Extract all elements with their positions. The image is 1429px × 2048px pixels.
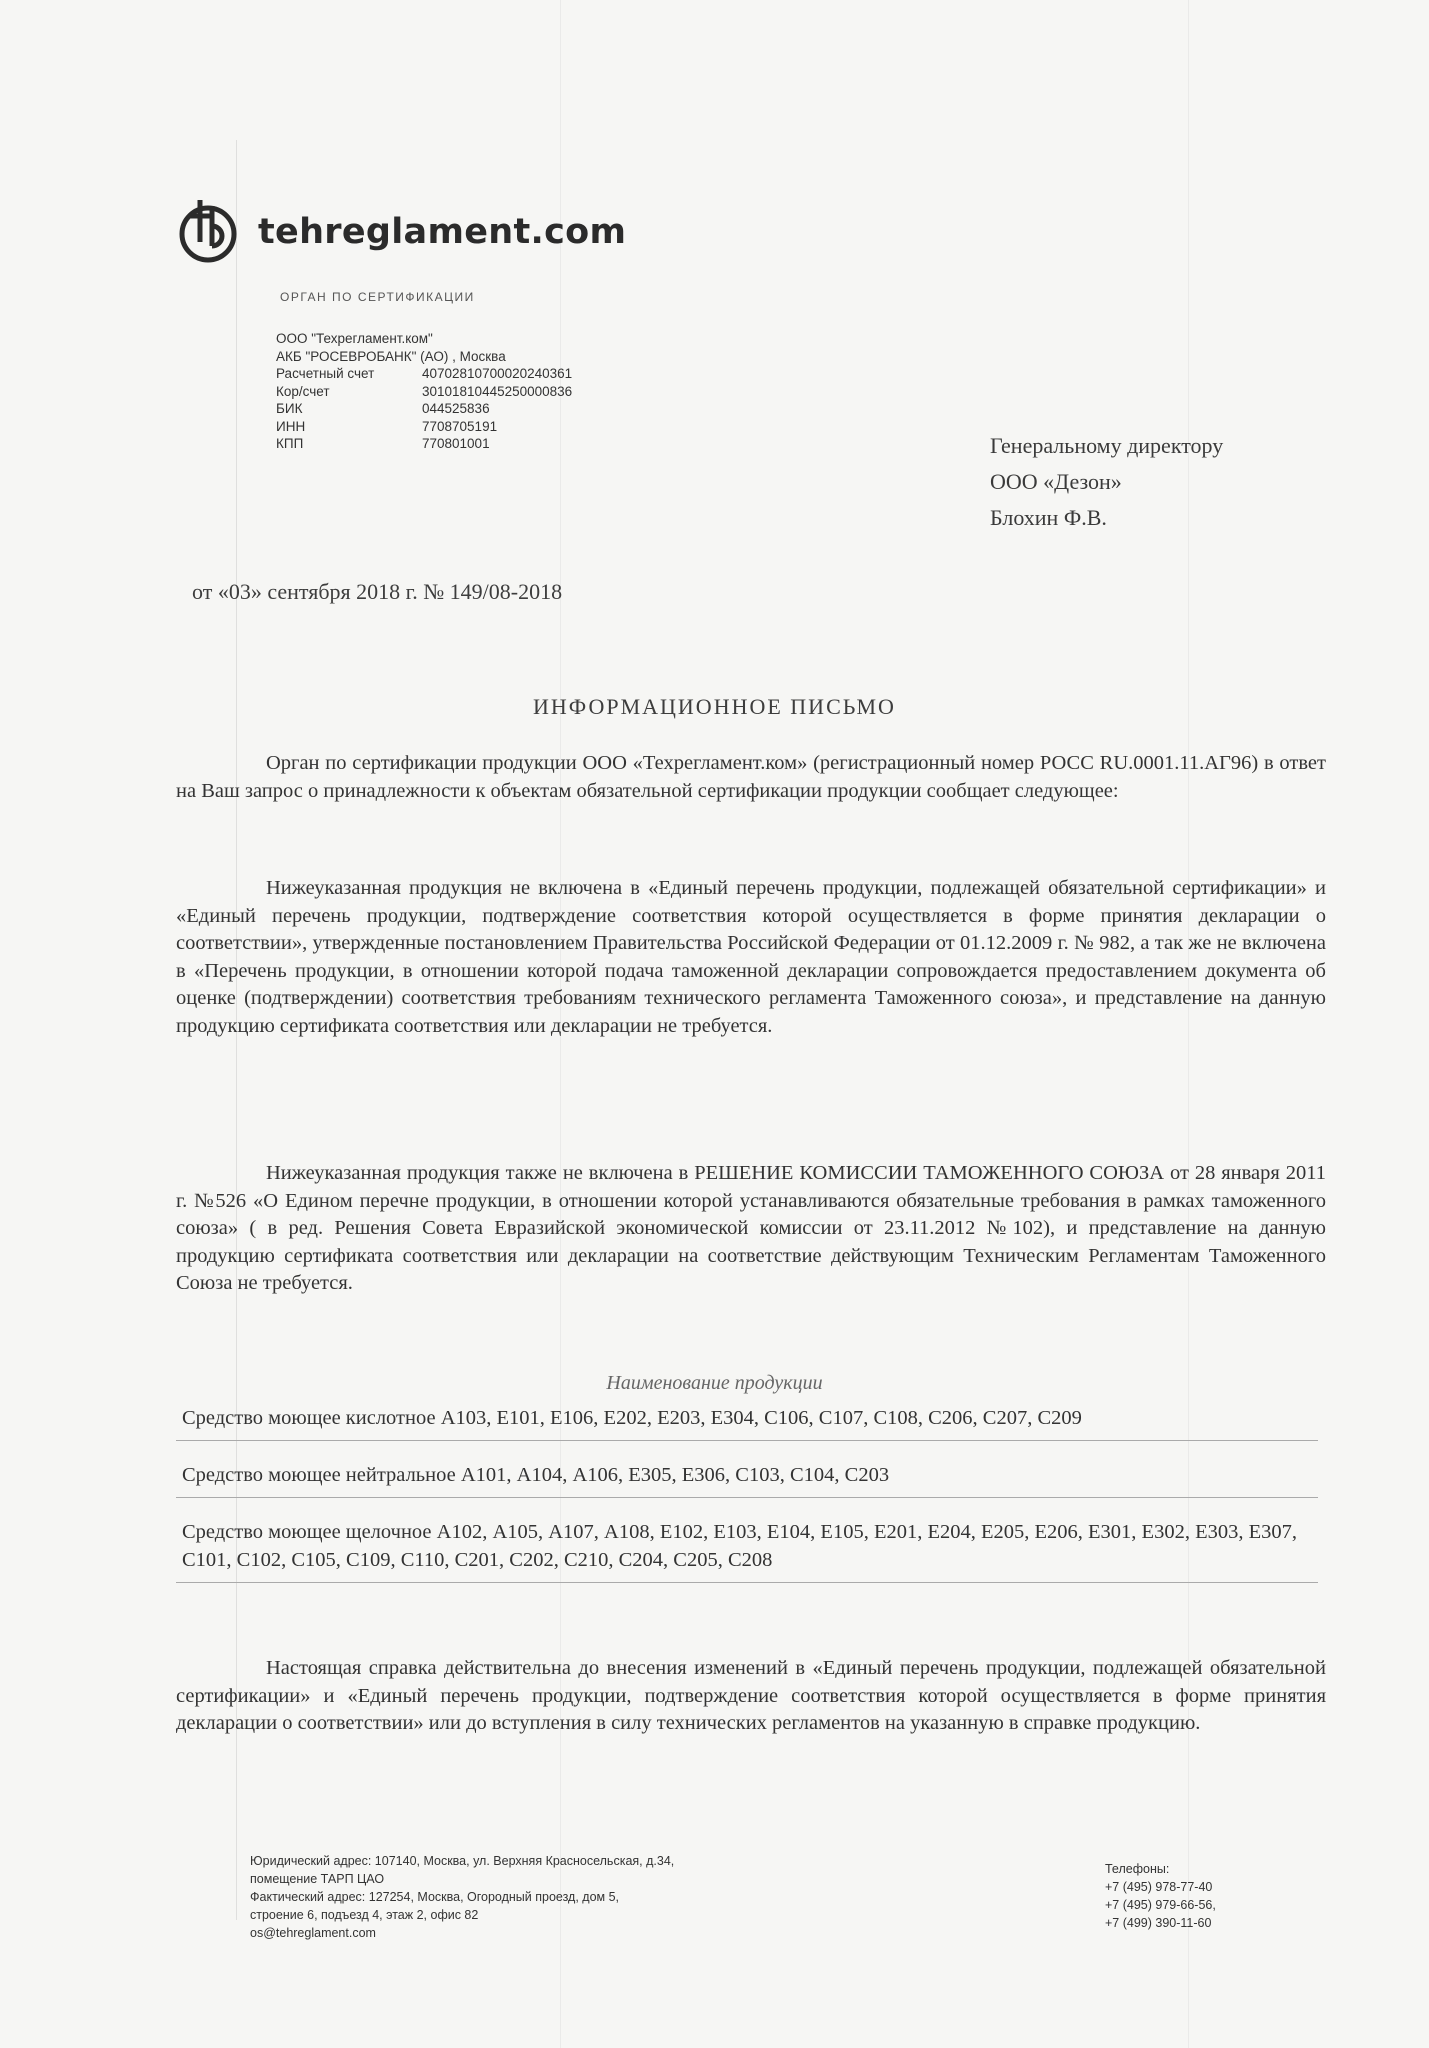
paragraph-intro: Орган по сертификации продукции ООО «Техрегламент.ком» (регистрационный номер РОСС RU.0001.11.АГ96) в ответ на Ваш запрос о принадлежности к объектам обязательной сертификации продукции сообщает следующее: <box>176 752 1326 802</box>
addressee-company: ООО «Дезон» <box>990 469 1122 494</box>
org-subtitle: ОРГАН ПО СЕРТИФИКАЦИИ <box>280 290 475 304</box>
company-name: ООО "Техрегламент.ком" <box>276 331 433 346</box>
bank-row-label: ИНН <box>276 418 306 434</box>
actual-address: Фактический адрес: 127254, Москва, Огородный проезд, дом 5, <box>250 1890 620 1904</box>
actual-address-building: строение 6, подъезд 4, этаж 2, офис 82 <box>250 1908 479 1922</box>
phones-label: Телефоны: <box>1105 1862 1170 1876</box>
legal-address-room: помещение ТАРП ЦАО <box>250 1872 385 1886</box>
paragraph-not-included: Нижеуказанная продукция не включена в «Единый перечень продукции, подлежащей обязательной сертификации» и «Единый перечень продукции, подтверждение соответствия которой осуществляется в форме принятия декларации о соответствии», утвержденные постановлением Правительства Российской Федерации от 01.12.2009 г. № 982, а так же не включена в «Перечень продукции, в отношении которой подача таможенной декларации сопровождается предоставлением документа об оценке (подтверждении) соответствия требованиям технического регламента Таможенного союза», и представление на данную продукцию сертификата соответствия или декларации не требуется. <box>176 877 1326 1037</box>
bank-row-label: Расчетный счет <box>276 366 375 381</box>
paragraph-validity: Настоящая справка действительна до внесения изменений в «Единый перечень продукции, подлежащей обязательной сертификации» и «Единый перечень продукции, подтверждение соответствия которой осуществляется в форме принятия декларации о соответствии» или до вступления в силу технических регламентов на указанную в справке продукцию. <box>176 1657 1326 1734</box>
paragraph-customs-union: Нижеуказанная продукция также не включена в РЕШЕНИЕ КОМИССИИ ТАМОЖЕННОГО СОЮЗА от 28 января 2011 г. №526 «О Едином перечне продукции, в отношении которой устанавливаются обязательные требования в рамках таможенного союза» ( в ред. Решения Совета Евразийской экономической комиссии от 23.11.2012 №102), и представление на данную продукцию сертификата соответствия или декларации на соответствие действующим Техническим Регламентам Таможенного Союза не требуется. <box>176 1162 1326 1294</box>
bank-row <box>276 435 572 453</box>
legal-address: Юридический адрес: 107140, Москва, ул. Верхняя Красносельская, д.34, <box>250 1854 675 1868</box>
phone-number: +7 (495) 979-66-56, <box>1105 1898 1216 1912</box>
addressee-block <box>990 428 1223 536</box>
bank-name: АКБ "РОСЕВРОБАНК" (АО) , Москва <box>276 348 506 364</box>
bank-row <box>276 383 572 401</box>
phone-number: +7 (495) 978-77-40 <box>1105 1880 1213 1894</box>
products-list <box>176 1400 1318 1599</box>
letter-title: ИНФОРМАЦИОННОЕ ПИСЬМО <box>533 694 896 719</box>
bank-row-value: 044525836 <box>422 401 490 416</box>
bank-details <box>276 330 572 453</box>
bank-row-value: 30101810445250000836 <box>422 383 573 399</box>
product-item: Средство моющее кислотное А103, Е101, Е106, Е202, Е203, Е304, С106, С107, С108, С206, С207, С209 <box>176 1400 1318 1441</box>
bank-row-label: БИК <box>276 401 303 416</box>
bank-row-value: 770801001 <box>422 436 490 451</box>
footer-address <box>250 1852 674 1942</box>
bank-row-label: Кор/счет <box>276 383 330 399</box>
bank-row <box>276 418 572 436</box>
letter-date-number: от «03» сентября 2018 г. № 149/08-2018 <box>192 579 563 604</box>
products-heading: Наименование продукции <box>606 1372 823 1394</box>
footer-phones <box>1105 1860 1216 1932</box>
bank-row-label: КПП <box>276 436 304 451</box>
bank-row-value: 40702810700020240361 <box>422 366 573 381</box>
bank-row <box>276 400 572 418</box>
product-item: Средство моющее щелочное А102, А105, А107, А108, Е102, Е103, Е104, Е105, Е201, Е204, Е205, Е206, Е301, Е302, Е303, Е307, С101, С102, С105, С109, С110, С201, С202, С210, С204, С205, С208 <box>176 1514 1318 1583</box>
footer-email: os@tehreglament.com <box>250 1926 376 1940</box>
product-item: Средство моющее нейтральное А101, А104, А106, Е305, Е306, С103, С104, С203 <box>176 1457 1318 1498</box>
tb-logo-icon <box>172 196 244 268</box>
addressee-name: Блохин Ф.В. <box>990 505 1107 530</box>
bank-row-value: 7708705191 <box>422 418 498 434</box>
bank-row <box>276 365 572 383</box>
phone-number: +7 (499) 390-11-60 <box>1105 1916 1212 1930</box>
addressee-position: Генеральному директору <box>990 433 1224 458</box>
logo-text: tehreglament.com <box>258 212 627 252</box>
company-logo <box>172 196 626 268</box>
